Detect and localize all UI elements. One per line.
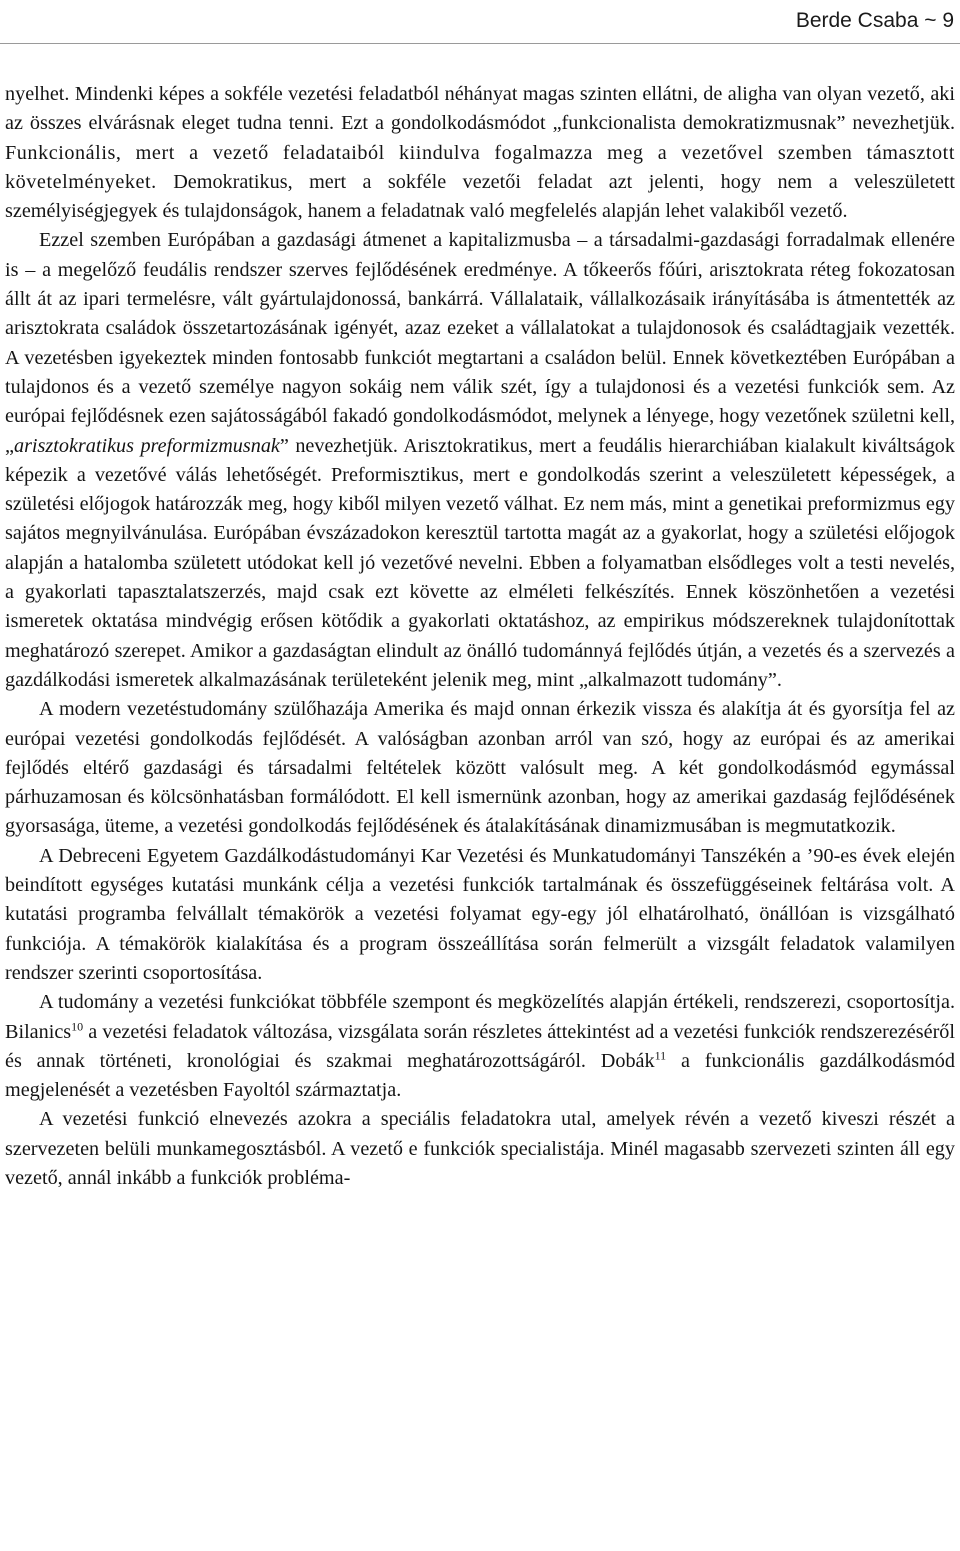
paragraph-5-text-2: a vezetési feladatok változása, vizsgálata során részletes áttekintést ad a vezetési funkciók rendszerezéséről és annak történeti, kronológiai és szakmai meghatározottságáról. Dobák (5, 1020, 955, 1072)
paragraph-5-text-3: a funkcionális gazdálkodásmód megjelenését a vezetésben Fayoltól származtatja. (5, 1049, 955, 1102)
paragraph-1-part-b: Funkcionális, mert a vezető feladataiból kiindulva fogalmazza meg a vezetővel szemben támasztott követelményeket. (5, 141, 955, 193)
paragraph-2-after: ” nevezhetjük. Arisztokratikus, mert a feudális hierarchiában kialakult kiváltságok képezik a vezetővé válás lehetőségét. Preformisztikus, mert e gondolkodás szerint a veleszületett képességek, a születési előjogok határozzák meg, hogy kiből milyen vezető válhat. Ez nem más, mint a genetikai preformizmus egy sajátos megnyilvánulása. Európában évszázadokon keresztül tartotta magát az a gyakorlat, hogy a születési előjogok alapján a hatalomba született utódokat kell jó vezetővé nevelni. Ebben a folyamatban elsődleges volt a testi nevelés, a gyakorlati tapasztalatszerzés, majd csak ezt követte az elméleti felkészítés. Ennek köszönhetően a vezetési ismeretek oktatása mindvégig erősen kötődik a gyakorlati oktatáshoz, az empirikus módszereknek tulajdonítottak meghatározó szerepet. Amikor a gazdaságtan elindult az önálló tudománnyá fejlődés útján, a vezetés és a szervezés a gazdálkodási ismeretek alkalmazásának területeként jelenik meg, mint „alkalmazott tudomány”. (5, 434, 955, 691)
paragraph-1-part-a: nyelhet. Mindenki képes a sokféle vezetési feladatból néhányat magas szinten ellátni, de aligha van olyan vezető, aki az összes elvárásnak eleget tudna tenni. Ezt a gondolkodásmódot „funkcionalista demokratizmusnak” nevezhetjük. (5, 83, 955, 135)
paragraph-4: A Debreceni Egyetem Gazdálkodástudományi Kar Vezetési és Munkatudományi Tanszékén a ’90-es évek elején beindított egységes kutatási munkánk célja a vezetési funkciók tartalmának és összefüggéseinek feltárása volt. A kutatási programba felvállalt témakörök a vezetési folyamat egy-egy jól elhatárolható, önállóan is vizsgálható funkciója. A témakörök kialakítása és a program összeállítása során felmerült a vizsgált feladatok valamilyen rendszer szerinti csoportosítása. (5, 844, 955, 984)
footnote-ref-11[interactable]: 11 (654, 1048, 667, 1063)
running-head-text: Berde Csaba ~ 9 (795, 9, 954, 32)
page-body (5, 80, 955, 1193)
footnote-ref-10[interactable]: 10 (71, 1018, 84, 1033)
paragraph-5-text-1: A tudomány a vezetési funkciókat többféle szempont és megközelítés alapján értékeli, rendszerezi, csoportosítja. Bilanics (5, 991, 955, 1043)
paragraph-1-part-c: Demokratikus, mert a sokféle vezetői feladat azt jelenti, hogy nem a veleszületett személyiségjegyek és tulajdonságok, hanem a feladatnak való megfelelés alapján lehet valakiből vezető. (5, 170, 955, 223)
paragraph-2-emphasis: arisztokratikus preformizmusnak (13, 434, 280, 457)
paragraph-5 (5, 988, 955, 1105)
paragraph-2-before: Ezzel szemben Európában a gazdasági átmenet a kapitalizmusba – a társadalmi-gazdasági forradalmak ellenére is – a megelőző feudális rendszer szerves fejlődésének eredménye. A tőkeerős főúri, arisztokrata réteg fokozatosan állt át az ipari termelésre, vált gyártulajdonossá, bankárrá. Vállalataik, vállalkozásaik irányításába is átmentették az arisztokrata családok összetartozásának igényét, azaz ezeket a vállalatokat a tulajdonosok és családtagjaik vezették. A vezetésben igyekeztek minden fontosabb funkciót megtartani a családon belül. Ennek következtében Európában a tulajdonos és a vezető személye nagyon sokáig nem válik szét, így a tulajdonosi és a vezetési funkciók sem. Az európai fejlődésnek ezen sajátosságából fakadó gondolkodásmódot, melynek a lényege, hogy vezetőnek születni kell, „ (5, 229, 955, 457)
header-rule (0, 43, 960, 44)
paragraph-1 (5, 80, 955, 226)
paragraph-3: A modern vezetéstudomány szülőhazája Amerika és majd onnan érkezik vissza és alakítja át és gyorsítja fel az európai vezetési gondolkodás fejlődését. A valóságban azonban arról van szó, hogy az európai és az amerikai fejlődés eltérő gazdasági és társadalmi feltételek között valósult meg. A két gondolkodásmód egymással párhuzamosan és kölcsönhatásban formálódott. El kell ismernünk azonban, hogy az amerikai gazdaság fejlődésének gyorsasága, üteme, a vezetési gondolkodás fejlődésének és átalakításának dinamizmusában is megmutatkozik. (5, 698, 955, 838)
paragraph-6: A vezetési funkció elnevezés azokra a speciális feladatokra utal, amelyek révén a vezető kiveszi részét a szervezeten belüli munkamegosztásból. A vezető e funkciók specialistája. Minél magasabb szervezeti szinten áll egy vezető, annál inkább a funkciók probléma- (5, 1108, 955, 1189)
paragraph-2 (5, 226, 955, 695)
running-header (0, 0, 960, 45)
